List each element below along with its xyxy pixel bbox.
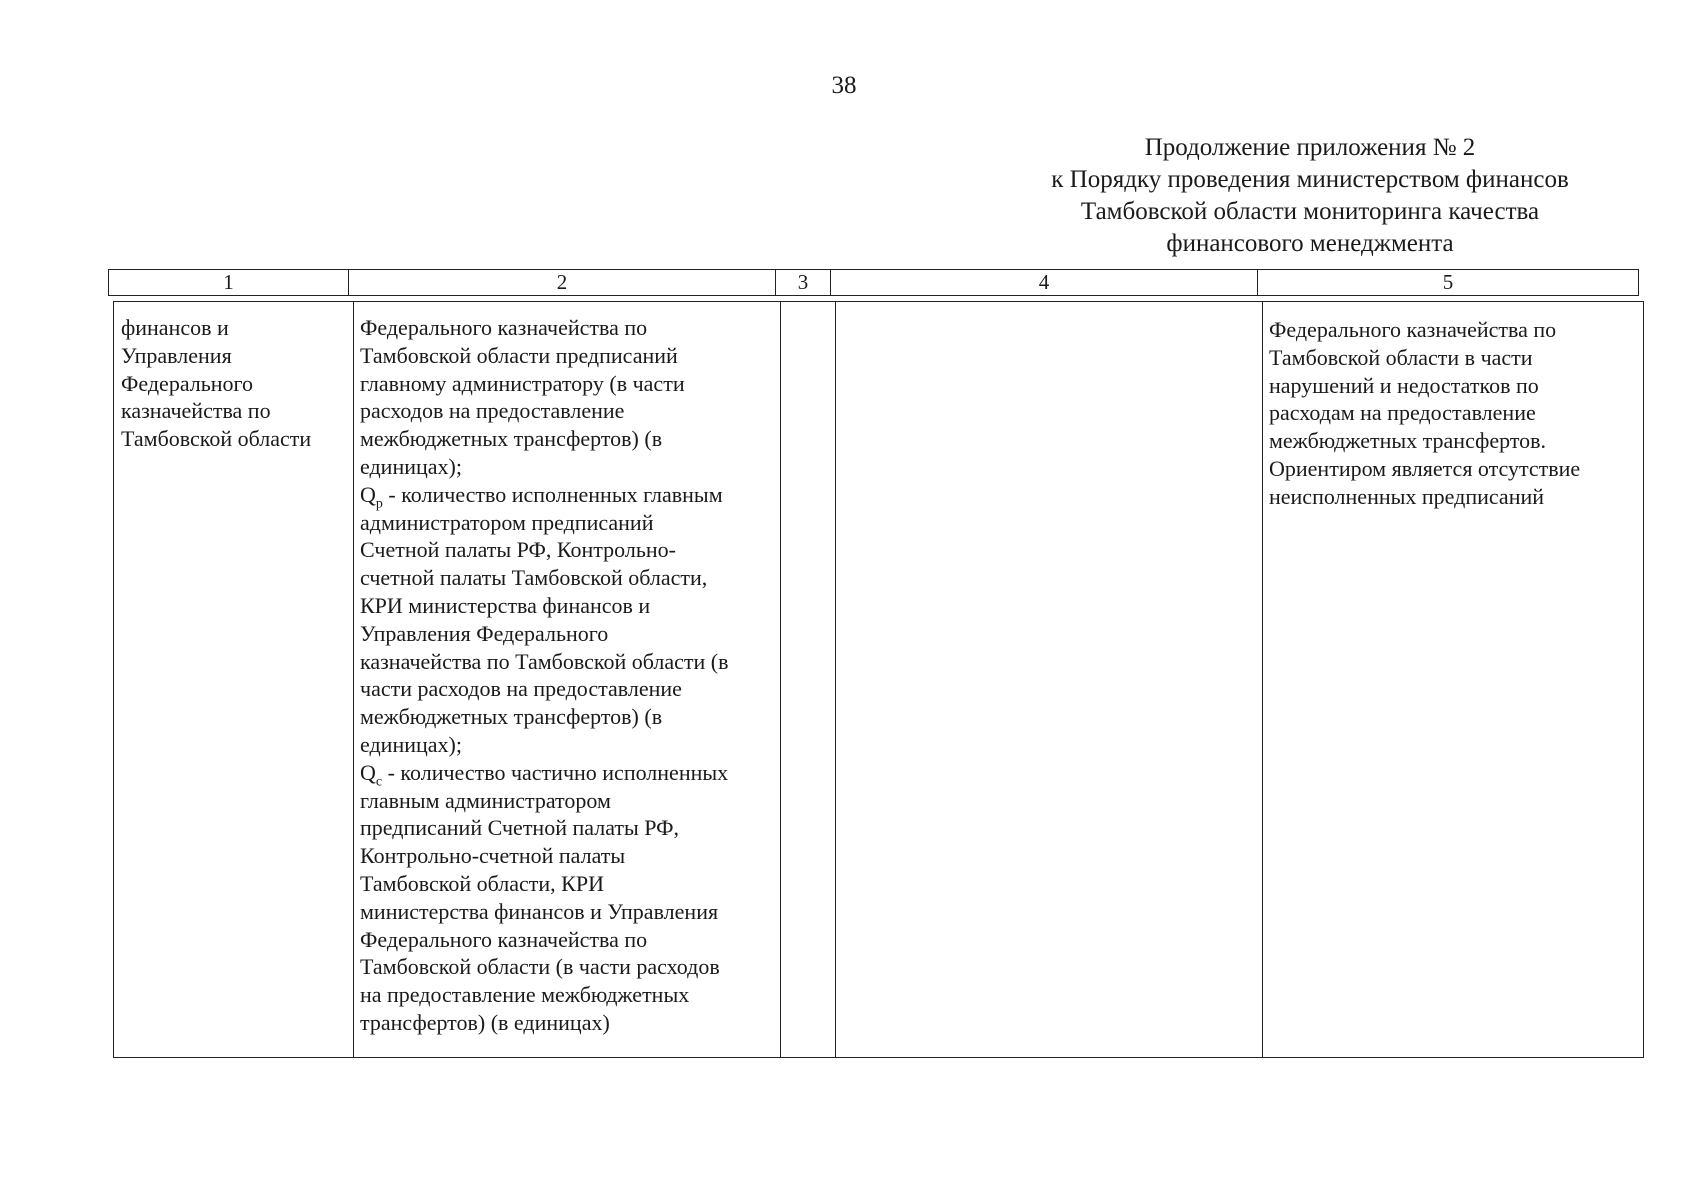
heading-line-1: Продолжение приложения № 2 bbox=[1144, 134, 1476, 161]
qc-symbol: Q bbox=[360, 759, 376, 785]
qp-subscript: p bbox=[375, 496, 383, 512]
cell-col5-text: Федерального казначейства по Тамбовской области в части нарушений и недостатков по расходам на предоставление межбюджетных трансфертов. Ориентиром является отсутствие неисполненных предписаний bbox=[1269, 317, 1581, 509]
qp-symbol: Q bbox=[360, 481, 376, 507]
column-number-1: 1 bbox=[109, 270, 349, 296]
heading-line-2: к Порядку проведения министерством финансов bbox=[1051, 166, 1569, 193]
criteria-table bbox=[113, 301, 1644, 1058]
column-number-3: 3 bbox=[776, 270, 831, 296]
qp-definition: - количество исполненных главным администратором предписаний Счетной палаты РФ, Контрольно- счетной палаты Тамбовской области, КРИ министерства финансов и Управления Федерального казначейства по Тамбовской области (в части расходов на предоставление межбюджетных трансфертов) (в единицах); bbox=[360, 481, 729, 757]
col2-part1: Федерального казначейства по Тамбовской области предписаний главному администратору (в части расходов на предоставление межбюджетных трансфертов) (в единицах); bbox=[360, 315, 685, 479]
heading-line-3: Тамбовской области мониторинга качества bbox=[1080, 198, 1540, 225]
qc-subscript: c bbox=[375, 774, 383, 790]
cell-col5 bbox=[1263, 302, 1644, 1058]
appendix-heading bbox=[990, 132, 1630, 260]
heading-line-4: финансового менеджмента bbox=[1166, 230, 1454, 257]
table-row bbox=[114, 302, 1644, 1058]
qc-definition: - количество частично исполненных главным администратором предписаний Счетной палаты РФ, Контрольно-счетной палаты Тамбовской области, КРИ министерства финансов и Управления Федерального казначейства по Тамбовской области (в части расходов на предоставление межбюджетных трансфертов) (в единицах) bbox=[360, 759, 729, 1035]
cell-col1 bbox=[114, 302, 354, 1058]
cell-col3 bbox=[781, 302, 836, 1058]
column-number-2: 2 bbox=[349, 270, 776, 296]
column-number-4: 4 bbox=[831, 270, 1258, 296]
cell-col4 bbox=[836, 302, 1263, 1058]
cell-col2 bbox=[354, 302, 781, 1058]
column-number-5: 5 bbox=[1258, 270, 1639, 296]
page-number: 38 bbox=[831, 72, 857, 99]
cell-col2-text bbox=[360, 314, 774, 1037]
cell-col1-text: финансов и Управления Федерального казначейства по Тамбовской области bbox=[121, 315, 312, 452]
column-number-row bbox=[108, 269, 1639, 296]
